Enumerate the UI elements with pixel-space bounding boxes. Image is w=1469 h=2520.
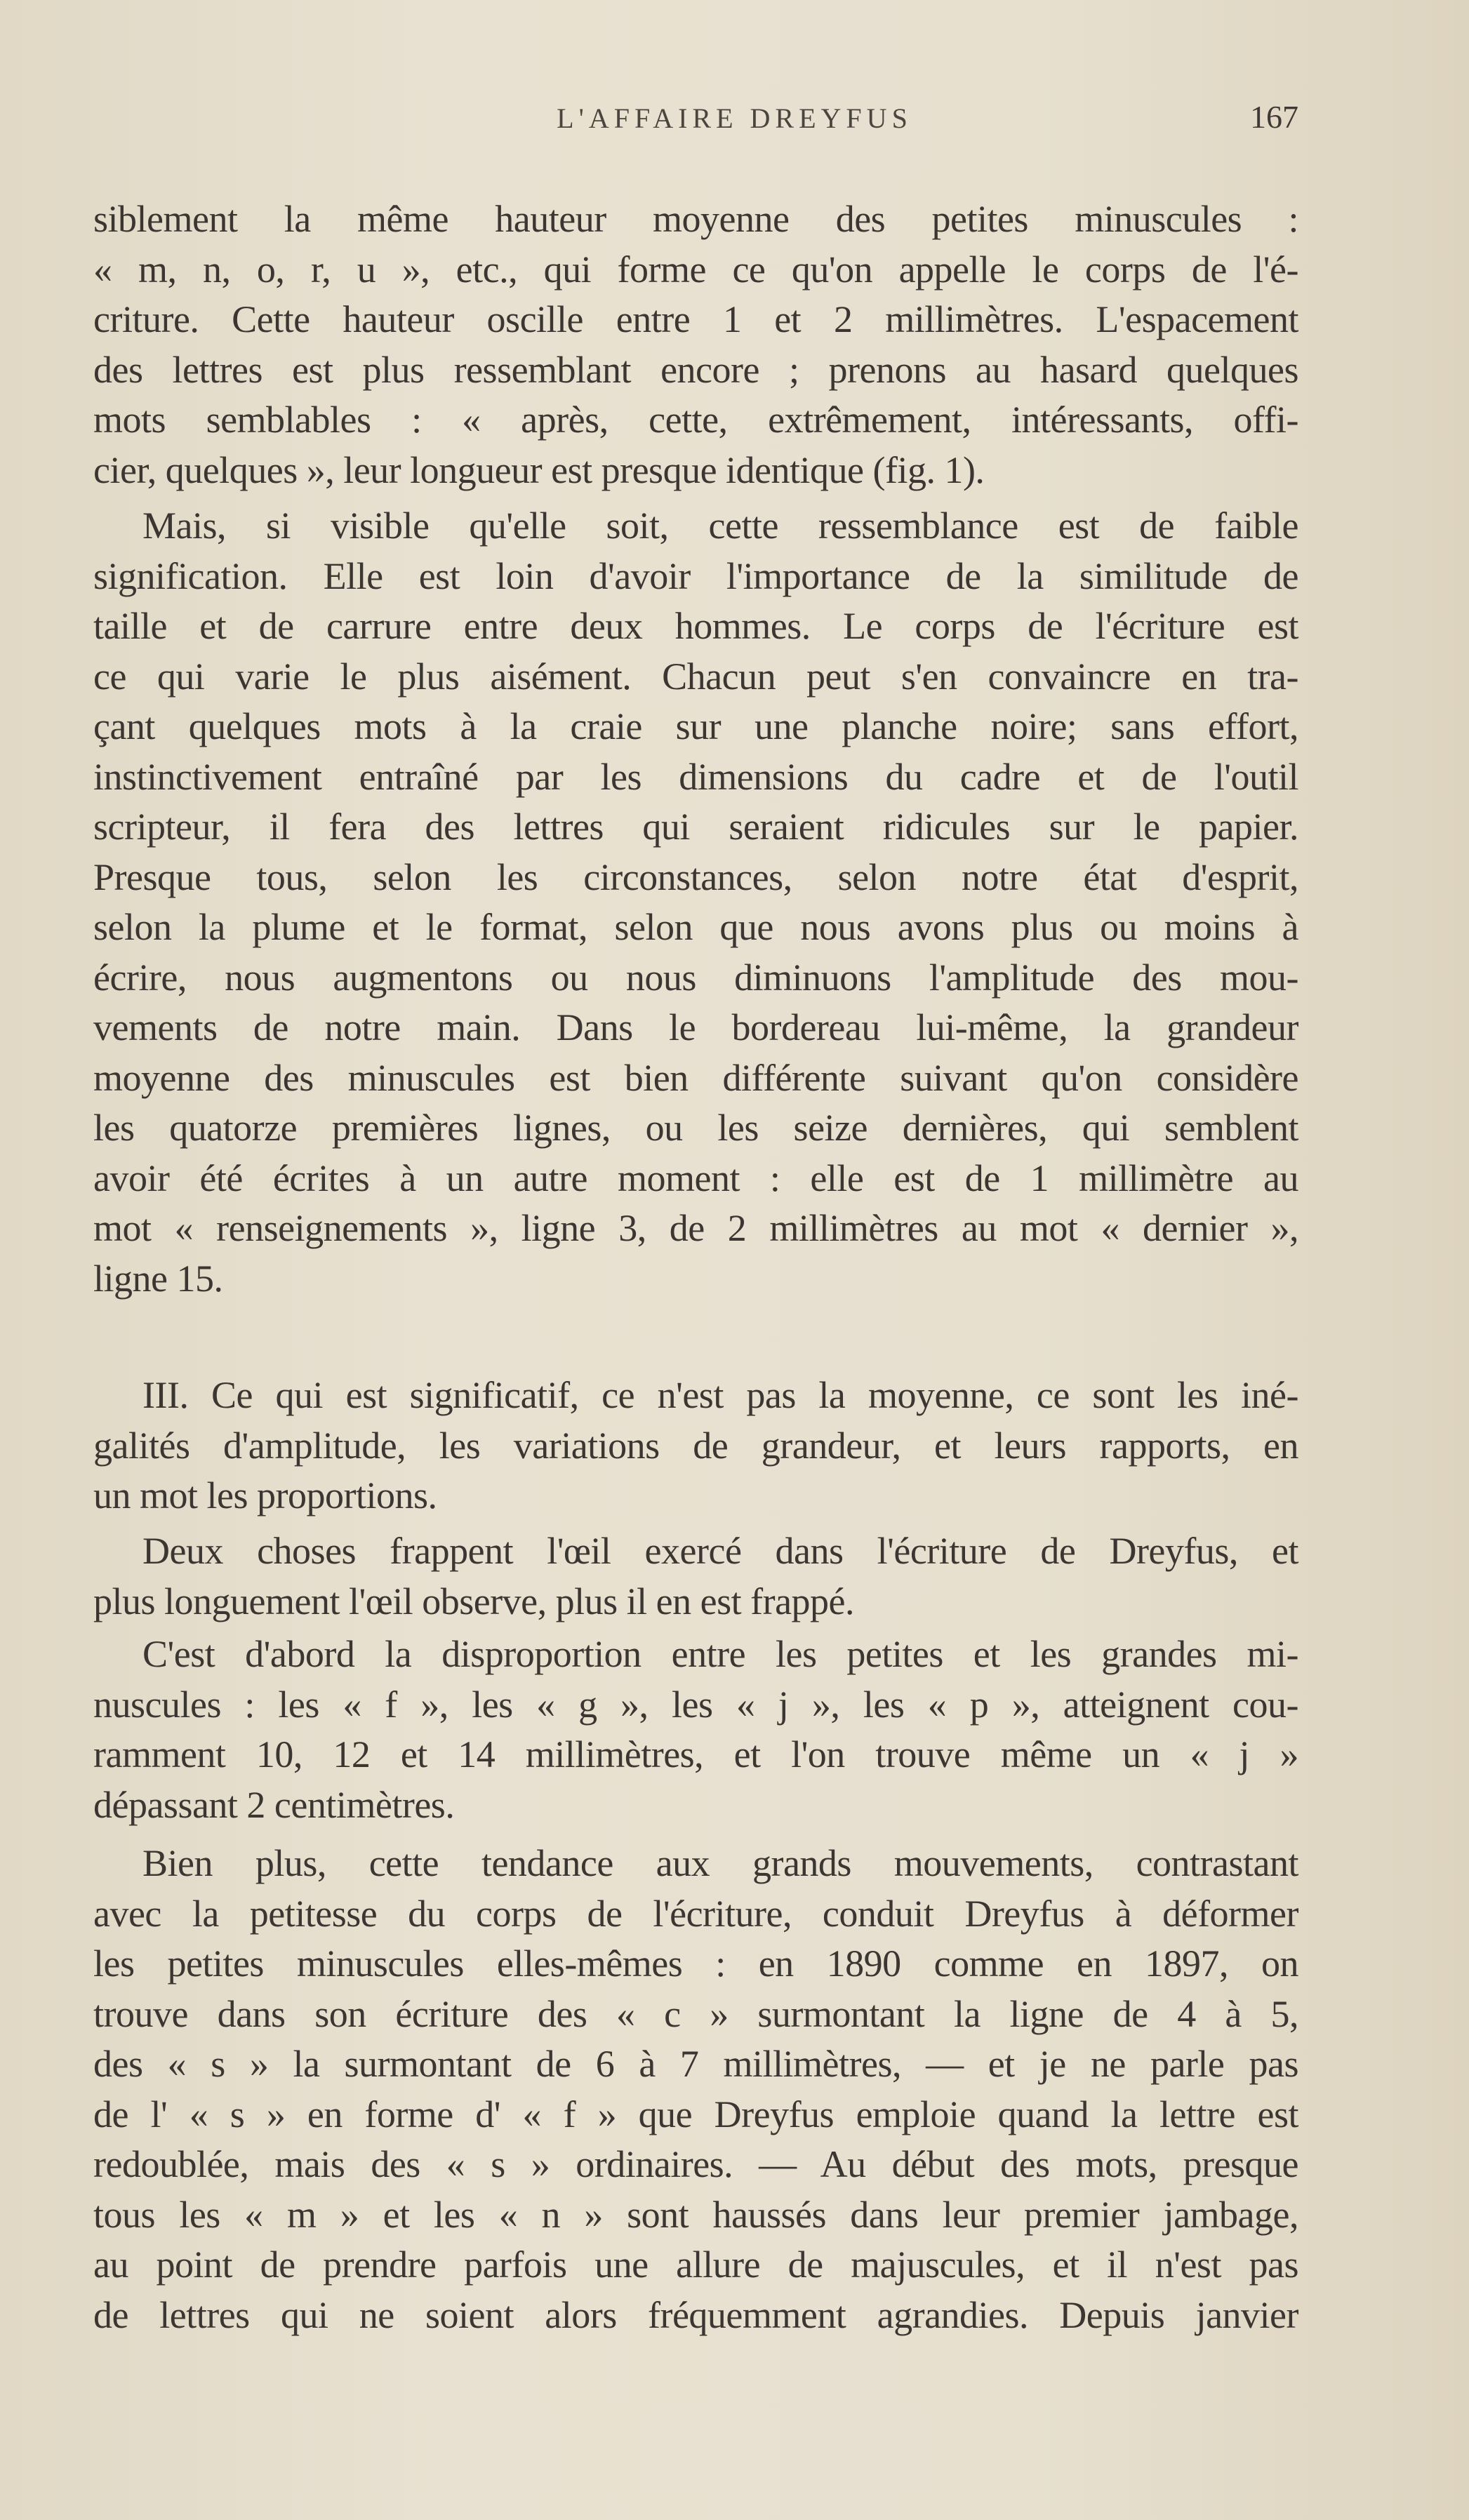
text-line: vements de notre main. Dans le bordereau lui-même, la grandeur [93,1006,1298,1048]
text-line: les quatorze premières lignes, ou les seize dernières, qui semblent [93,1107,1298,1149]
text-line: Deux choses frappent l'œil exercé dans l'écriture de Dreyfus, et [142,1530,1298,1572]
page-number: 167 [1250,99,1298,135]
text-line: plus longuement l'œil observe, plus il en est frappé. [93,1580,855,1622]
text-line: dépassant 2 centimètres. [93,1783,455,1826]
text-line: Presque tous, selon les circonstances, selon notre état d'esprit, [93,855,1298,898]
text-line: Bien plus, cette tendance aux grands mouvements, contrastant [142,1842,1298,1884]
text-line: les petites minuscules elles-mêmes : en 1890 comme en 1897, on [93,1942,1298,1985]
text-line: III. Ce qui est significatif, ce n'est pas la moyenne, ce sont les iné- [142,1374,1298,1416]
text-line: galités d'amplitude, les variations de grandeur, et leurs rapports, en [93,1424,1298,1467]
text-line: nuscules : les « f », les « g », les « j », les « p », atteignent cou- [93,1683,1298,1726]
text-line: trouve dans son écriture des « c » surmontant la ligne de 4 à 5, [93,1992,1298,2035]
text-line: au point de prendre parfois une allure de majuscules, et il n'est pas [93,2244,1298,2286]
text-line: Mais, si visible qu'elle soit, cette ressemblance est de faible [142,505,1298,547]
text-line: de l' « s » en forme d' « f » que Dreyfus emploie quand la lettre est [93,2093,1298,2135]
text-line: écrire, nous augmentons ou nous diminuons l'amplitude des mou- [93,956,1298,999]
text-line: des lettres est plus ressemblant encore ; prenons au hasard quelques [93,348,1298,391]
text-line: ramment 10, 12 et 14 millimètres, et l'on trouve même un « j » [93,1733,1298,1775]
text-line: ce qui varie le plus aisément. Chacun peut s'en convaincre en tra- [93,655,1298,698]
text-line: un mot les proportions. [93,1474,437,1516]
text-line: ligne 15. [93,1257,223,1300]
text-line: selon la plume et le format, selon que nous avons plus ou moins à [93,906,1298,948]
text-line: mot « renseignements », ligne 3, de 2 millimètres au mot « dernier », [93,1207,1298,1249]
text-line: avec la petitesse du corps de l'écriture, conduit Dreyfus à déformer [93,1892,1298,1935]
text-line: avoir été écrites à un autre moment : elle est de 1 millimètre au [93,1156,1298,1199]
text-line: criture. Cette hauteur oscille entre 1 et 2 millimètres. L'espacement [93,298,1298,340]
text-line: redoublée, mais des « s » ordinaires. — Au début des mots, presque [93,2143,1298,2185]
text-line: tous les « m » et les « n » sont haussés dans leur premier jambage, [93,2193,1298,2236]
text-line: de lettres qui ne soient alors fréquemment agrandies. Depuis janvier [93,2293,1298,2336]
text-line: des « s » la surmontant de 6 à 7 millimètres, — et je ne parle pas [93,2043,1298,2085]
text-line: çant quelques mots à la craie sur une planche noire; sans effort, [93,705,1298,747]
text-line: taille et de carrure entre deux hommes. Le corps de l'écriture est [93,605,1298,647]
text-line: C'est d'abord la disproportion entre les petites et les grandes mi- [142,1633,1298,1675]
text-line: « m, n, o, r, u », etc., qui forme ce qu'on appelle le corps de l'é- [93,248,1298,291]
text-line: mots semblables : « après, cette, extrêmement, intéressants, offi- [93,399,1298,441]
text-line: cier, quelques », leur longueur est presque identique (fig. 1). [93,448,985,491]
text-line: signification. Elle est loin d'avoir l'importance de la similitude de [93,554,1298,597]
text-line: instinctivement entraîné par les dimensions du cadre et de l'outil [93,755,1298,798]
text-line: moyenne des minuscules est bien différente suivant qu'on considère [93,1056,1298,1099]
text-line: siblement la même hauteur moyenne des petites minuscules : [93,198,1298,240]
running-title: L'AFFAIRE DREYFUS [557,102,912,134]
text-line: scripteur, il fera des lettres qui seraient ridicules sur le papier. [93,806,1298,848]
